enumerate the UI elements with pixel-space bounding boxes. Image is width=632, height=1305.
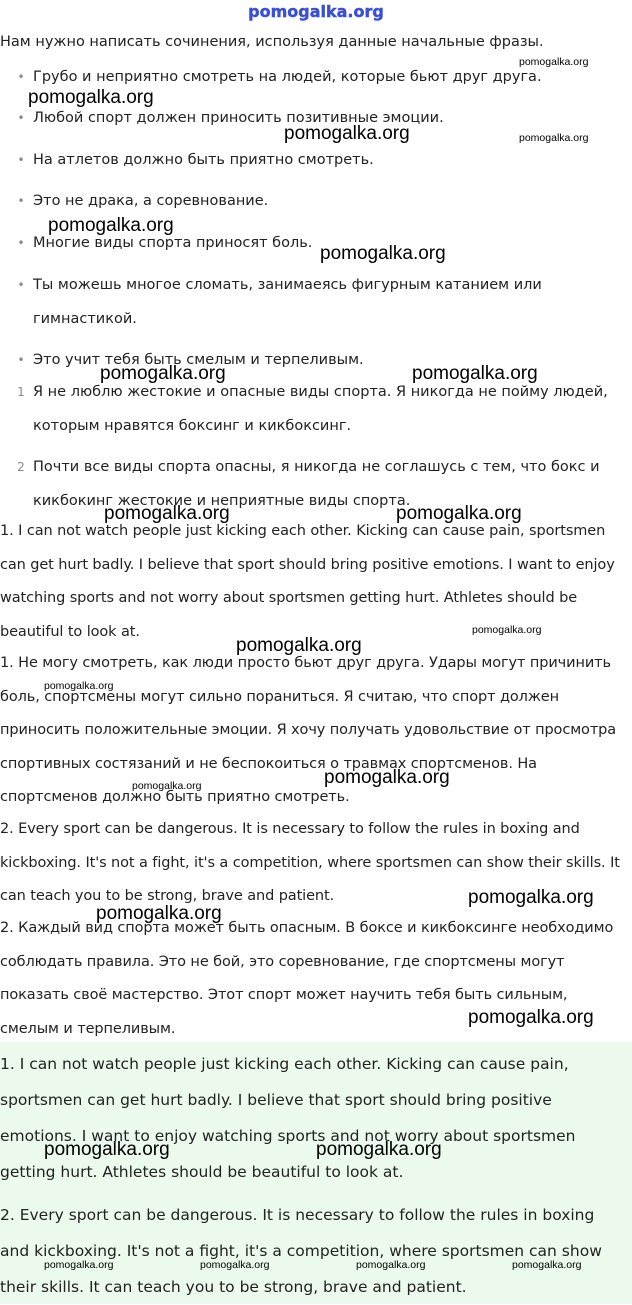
watermark: pomogalka.org: [104, 503, 230, 524]
bullet-dot: •: [17, 353, 25, 367]
item-number: 1: [17, 385, 25, 399]
watermark: pomogalka.org: [472, 624, 542, 636]
watermark: pomogalka.org: [48, 215, 174, 236]
watermark: pomogalka.org: [44, 1259, 114, 1271]
bullet-dot: •: [17, 278, 25, 292]
watermark: pomogalka.org: [284, 123, 410, 144]
answer-paragraph-2: 2. Every sport can be dangerous. It is necessary to follow the rules in boxing and kickboxing. It's not a fight, it's a competition, where sportsmen can show their skills. It can teach you to be strong, brave and patient.: [0, 1206, 602, 1296]
essay-ru-2: 2. Каждый вид спорта может быть опасным. В боксе и кикбоксинге необходимо соблюдать правила. Это не бой, это соревнование, где спортсмены могут показать своё мастерство. Этот спорт может научить тебя быть сильным, смелым и терпеливым.: [0, 920, 614, 1037]
watermark: pomogalka.org: [200, 1259, 270, 1271]
essay-en-1: 1. I can not watch people just kicking each other. Kicking can cause pain, sportsmen can get hurt badly. I believe that sport should bring positive emotions. I want to enjoy watching sports and not worry about sportsmen getting hurt. Athletes should be beautiful to look at.: [0, 523, 615, 640]
watermark: pomogalka.org: [412, 363, 538, 384]
watermark: pomogalka.org: [512, 1259, 582, 1271]
essay-ru-1: 1. Не могу смотреть, как люди просто бьют друг друга. Удары могут причинить боль, спортсмены могут сильно пораниться. Я считаю, что спорт должен приносить положительные эмоции. Я хочу получать удовольствие от просмотра спортивных состязаний и не беспокоиться о травмах спортсменов. На спортсменов должно быть приятно смотреть.: [0, 655, 617, 805]
intro-text: Нам нужно написать сочинения, используя данные начальные фразы.: [0, 34, 544, 50]
watermark: pomogalka.org: [236, 635, 362, 656]
item-number: 2: [17, 460, 25, 474]
watermark: pomogalka.org: [468, 1007, 594, 1028]
watermark: pomogalka.org: [356, 1259, 426, 1271]
watermark: pomogalka.org: [96, 903, 222, 924]
watermark: pomogalka.org: [316, 1139, 442, 1160]
watermark: pomogalka.org: [324, 767, 450, 788]
essay-en-2: 2. Every sport can be dangerous. It is necessary to follow the rules in boxing and kickboxing. It's not a fight, it's a competition, where sportsmen can show their skills. It can teach you to be strong, brave and patient.: [0, 821, 620, 904]
site-header-watermark: pomogalka.org: [248, 2, 384, 21]
bullet-dot: •: [17, 153, 25, 167]
watermark: pomogalka.org: [44, 1139, 170, 1160]
bullet-dot: •: [17, 111, 25, 125]
watermark: pomogalka.org: [519, 56, 589, 68]
watermark: pomogalka.org: [100, 363, 226, 384]
answer-paragraph-1: 1. I can not watch people just kicking each other. Kicking can cause pain, sportsmen can get hurt badly. I believe that sport should bring positive emotions. I want to enjoy watching sports and not worry about sportsmen getting hurt. Athletes should be beautiful to look at.: [0, 1055, 576, 1181]
watermark: pomogalka.org: [132, 780, 202, 792]
watermark: pomogalka.org: [468, 887, 594, 908]
watermark: pomogalka.org: [396, 503, 522, 524]
watermark: pomogalka.org: [519, 132, 589, 144]
bullet-dot: •: [17, 70, 25, 84]
bullet-dot: •: [17, 236, 25, 250]
watermark: pomogalka.org: [28, 87, 154, 108]
watermark: pomogalka.org: [44, 680, 114, 692]
bullet-dot: •: [17, 194, 25, 208]
watermark: pomogalka.org: [320, 243, 446, 264]
